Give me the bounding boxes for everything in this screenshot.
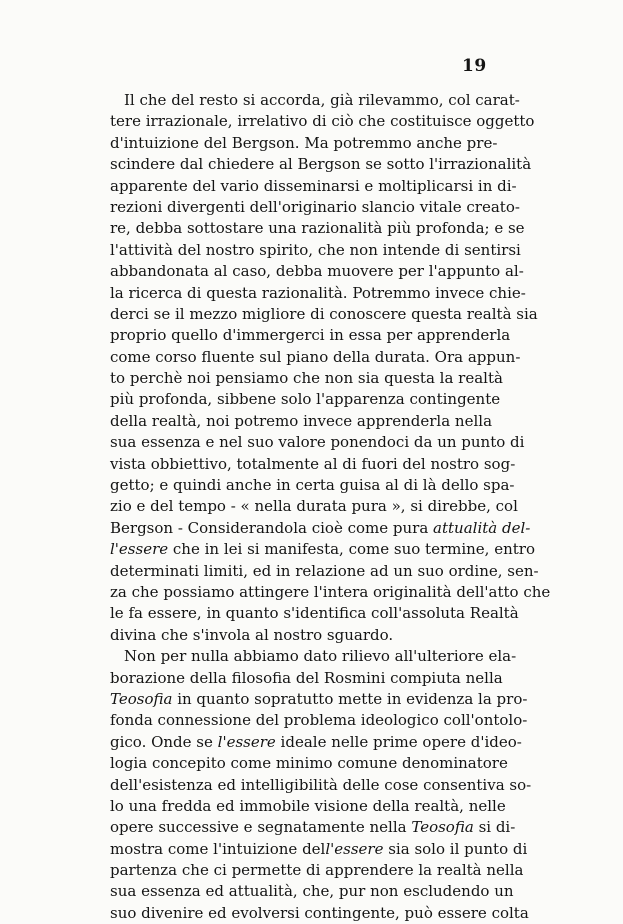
- paragraph: [110, 646, 532, 924]
- text-line: d'intuizione del Bergson. Ma potremmo anche pre-: [110, 133, 498, 152]
- text-line: lo una fredda ed immobile visione della realtà, nelle: [110, 796, 506, 815]
- paragraph: [110, 90, 551, 646]
- text-line: Non per nulla abbiamo dato rilievo all'ulteriore ela-: [124, 647, 517, 666]
- text-line: sua essenza e nel suo valore ponendoci da un punto di: [110, 433, 525, 452]
- text-line: to perchè noi pensiamo che non sia questa la realtà: [110, 369, 503, 388]
- text-line: za che possiamo attingere l'intera originalità dell'atto che: [110, 582, 551, 601]
- body-text: [110, 90, 551, 924]
- text-line: le fa essere, in quanto s'identifica coll'assoluta Realtà: [110, 604, 519, 623]
- text-line: dell'esistenza ed intelligibilità delle cose consentiva so-: [110, 775, 532, 794]
- text-line: determinati limiti, ed in relazione ad un suo ordine, sen-: [110, 561, 539, 580]
- text-line: la ricerca di questa razionalità. Potremmo invece chie-: [110, 283, 526, 302]
- text-line: partenza che ci permette di apprendere la realtà nella: [110, 861, 524, 880]
- text-line: come corso fluente sul piano della durata. Ora appun-: [110, 347, 521, 366]
- text-line: l'attività del nostro spirito, che non intende di sentirsi: [110, 240, 521, 259]
- text-line: suo divenire ed evolversi contingente, può essere colta: [110, 903, 529, 922]
- text-line: l'essere che in lei si manifesta, come suo termine, entro: [110, 540, 535, 559]
- text-line: derci se il mezzo migliore di conoscere questa realtà sia: [110, 304, 538, 323]
- text-line: rezioni divergenti dell'originario slancio vitale creato-: [110, 197, 520, 216]
- text-line: logia concepito come minimo comune denominatore: [110, 754, 508, 773]
- text-line: tere irrazionale, irrelativo di ciò che costituisce oggetto: [110, 112, 535, 131]
- text-line: Teosofia in quanto sopratutto mette in evidenza la pro-: [110, 689, 528, 708]
- text-line: zio e del tempo - « nella durata pura », si direbbe, col: [110, 497, 518, 516]
- text-line: della realtà, noi potremo invece apprenderla nella: [110, 411, 493, 430]
- text-line: fonda connessione del problema ideologico coll'ontolo-: [110, 711, 528, 730]
- text-line: mostra come l'intuizione dell'essere sia solo il punto di: [110, 839, 528, 858]
- text-line: abbandonata al caso, debba muovere per l'appunto al-: [110, 262, 524, 281]
- text-line: vista obbiettivo, totalmente al di fuori del nostro sog-: [110, 454, 516, 473]
- text-line: re, debba sottostare una razionalità più profonda; e se: [110, 219, 525, 238]
- page-number: 19: [462, 56, 487, 76]
- text-line: sua essenza ed attualità, che, pur non escludendo un: [110, 882, 514, 901]
- text-line: più profonda, sibbene solo l'apparenza contingente: [110, 390, 501, 409]
- text-line: scindere dal chiedere al Bergson se sotto l'irrazionalità: [110, 155, 532, 174]
- text-line: gico. Onde se l'essere ideale nelle prime opere d'ideo-: [110, 732, 522, 751]
- text-line: opere successive e segnatamente nella Teosofia si di-: [110, 818, 516, 837]
- text-line: divina che s'invola al nostro sguardo.: [110, 625, 394, 644]
- text-line: Bergson - Considerandola cioè come pura attualità del-: [110, 518, 531, 537]
- text-line: borazione della filosofia del Rosmini compiuta nella: [110, 668, 503, 687]
- text-line: proprio quello d'immergerci in essa per apprenderla: [110, 326, 511, 345]
- text-line: apparente del vario disseminarsi e moltiplicarsi in di-: [110, 176, 517, 195]
- text-line: Il che del resto si accorda, già rilevammo, col carat-: [124, 91, 520, 109]
- text-line: getto; e quindi anche in certa guisa al di là dello spa-: [110, 476, 515, 495]
